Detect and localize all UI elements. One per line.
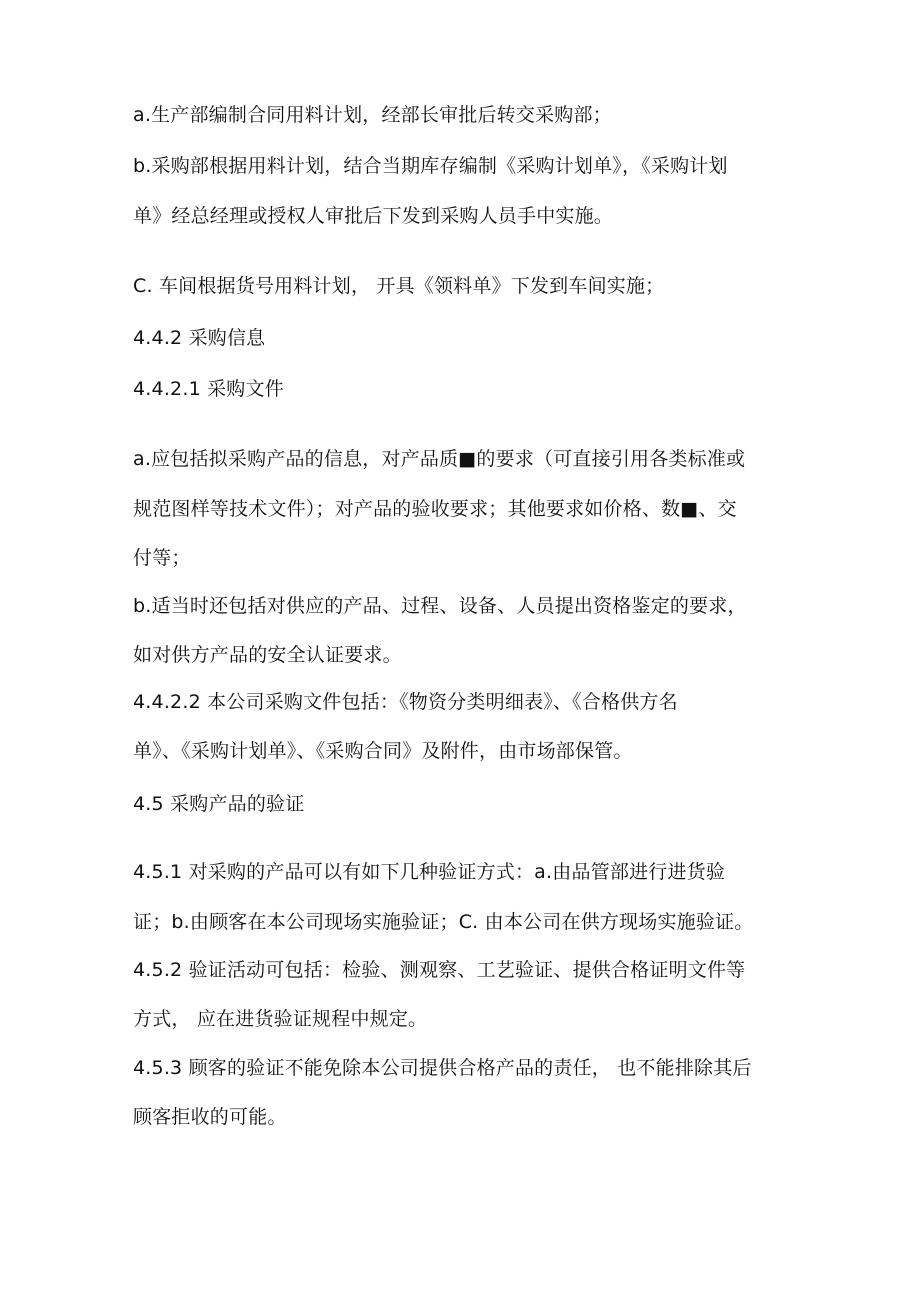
text-line: a.应包括拟采购产品的信息，对产品质■的要求（可直接引用各类标准或: [133, 448, 746, 470]
text-line: 单》、《采购计划单》、《采购合同》及附件，由市场部保管。: [133, 740, 633, 762]
text-line: 顾客拒收的可能。: [133, 1106, 287, 1128]
text-line: b.适当时还包括对供应的产品、过程、设备、人员提出资格鉴定的要求，: [133, 595, 747, 617]
text-line: a.生产部编制合同用料计划，经部长审批后转交采购部；: [133, 104, 612, 126]
text-line: 付等；: [133, 547, 191, 569]
section-heading: 4.5 采购产品的验证: [133, 793, 305, 815]
text-line: 规范图样等技术文件）；对产品的验收要求；其他要求如价格、数■、交: [133, 498, 737, 520]
section-heading: 4.4.2 采购信息: [133, 327, 266, 349]
text-line: 单》经总经理或授权人审批后下发到采购人员手中实施。: [133, 205, 614, 227]
text-line: 如对供方产品的安全认证要求。: [133, 644, 402, 666]
text-line: b.采购部根据用料计划，结合当期库存编制《采购计划单》，《采购计划: [133, 155, 728, 177]
text-line: 方式， 应在进货验证规程中规定。: [133, 1008, 428, 1030]
subsection-heading: 4.4.2.1 采购文件: [133, 378, 284, 400]
text-line: 4.5.3 顾客的验证不能免除本公司提供合格产品的责任， 也不能排除其后: [133, 1057, 752, 1079]
text-line: 4.4.2.2 本公司采购文件包括：《物资分类明细表》、《合格供方名: [133, 691, 678, 713]
text-line: C. 车间根据货号用料计划， 开具《领料单》下发到车间实施；: [133, 275, 665, 297]
text-line: 4.5.2 验证活动可包括：检验、测观察、工艺验证、提供合格证明文件等: [133, 959, 746, 981]
text-line: 证；b.由顾客在本公司现场实施验证；C. 由本公司在供方现场实施验证。: [133, 911, 754, 933]
text-line: 4.5.1 对采购的产品可以有如下几种验证方式：a.由品管部进行进货验: [133, 861, 726, 883]
